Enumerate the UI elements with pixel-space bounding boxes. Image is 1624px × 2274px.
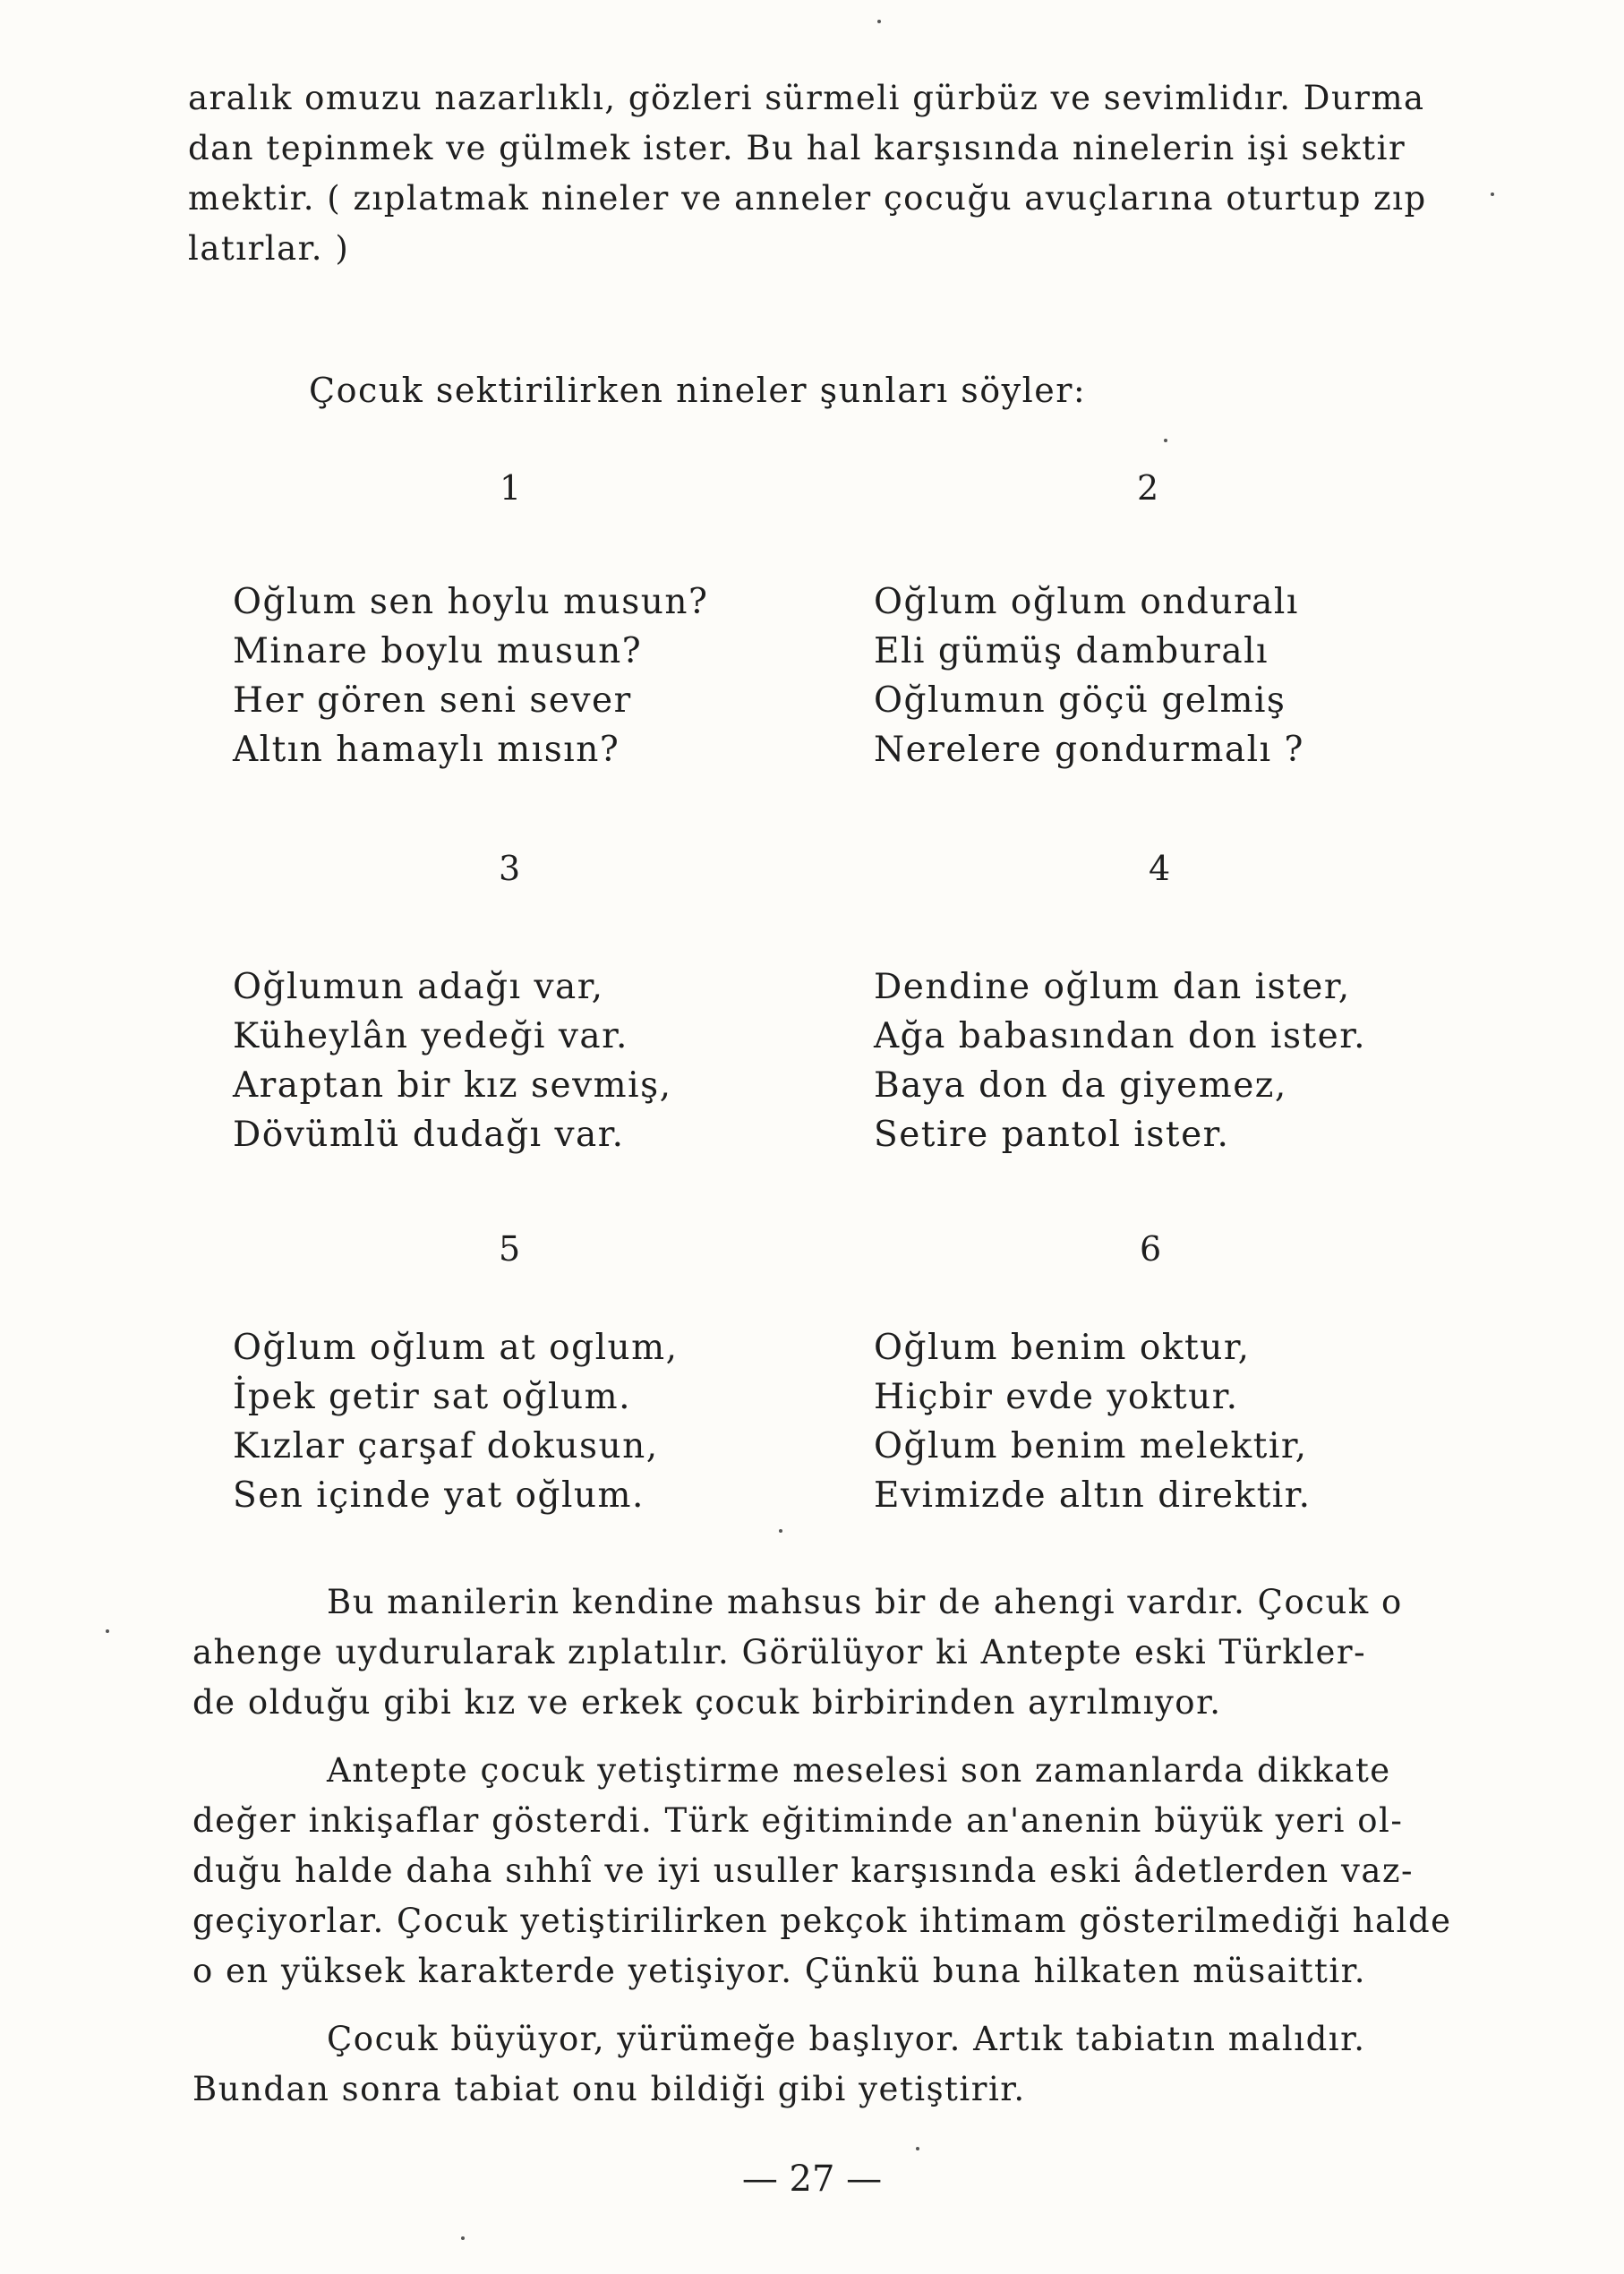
text-line: Bu manilerin kendine mahsus bir de ahengi vardır. Çocuk o xyxy=(327,1583,1403,1621)
verse-line: Eli gümüş damburalı xyxy=(874,631,1269,671)
stanza-1 xyxy=(233,577,708,774)
text-line: ahenge uydurularak zıplatılır. Görülüyor ki Antepte eski Türkler- xyxy=(192,1633,1367,1671)
scan-speck xyxy=(1491,192,1494,196)
verse-line: Nerelere gondurmalı ? xyxy=(874,730,1304,770)
scan-speck xyxy=(877,20,881,23)
scan-speck xyxy=(461,2236,465,2240)
verse-line: Setire pantol ister. xyxy=(874,1115,1230,1155)
verse-line: Minare boylu musun? xyxy=(233,631,643,671)
stanza-4 xyxy=(874,962,1366,1159)
verse-line: Küheylân yedeği var. xyxy=(233,1016,628,1056)
verse-line: Evimizde altın direktir. xyxy=(874,1475,1312,1516)
verse-line: Oğlum benim oktur, xyxy=(874,1328,1251,1368)
text-line: Antepte çocuk yetiştirme meselesi son zamanlarda dikkate xyxy=(327,1751,1391,1790)
text-line: değer inkişaflar gösterdi. Türk eğitiminde an'anenin büyük yeri ol- xyxy=(192,1801,1404,1840)
stanza-number: 4 xyxy=(1149,849,1171,888)
verse-line: Dendine oğlum dan ister, xyxy=(874,967,1351,1007)
stanza-2 xyxy=(874,577,1304,774)
verse-line: Sen içinde yat oğlum. xyxy=(233,1475,645,1516)
intro-paragraph xyxy=(188,73,1427,274)
verse-line: Kızlar çarşaf dokusun, xyxy=(233,1426,659,1466)
verse-line: İpek getir sat oğlum. xyxy=(233,1377,631,1417)
text-line: dan tepinmek ve gülmek ister. Bu hal karşısında ninelerin işi sektir xyxy=(188,129,1406,167)
verse-line: Oğlum benim melektir, xyxy=(874,1426,1308,1466)
stanza-number: 1 xyxy=(500,468,522,508)
verse-line: Hiçbir evde yoktur. xyxy=(874,1377,1239,1417)
verse-line: Oğlum oğlum at oglum, xyxy=(233,1328,679,1368)
text-line: aralık omuzu nazarlıklı, gözleri sürmeli gürbüz ve sevimlidır. Durma xyxy=(188,79,1425,117)
verse-line: Oğlum sen hoylu musun? xyxy=(233,582,709,622)
scan-speck xyxy=(916,2147,919,2150)
stanza-number: 6 xyxy=(1140,1229,1162,1269)
verse-line: Oğlumun adağı var, xyxy=(233,967,604,1007)
stanza-6 xyxy=(874,1323,1312,1520)
scan-speck xyxy=(1164,439,1167,442)
text-line: geçiyorlar. Çocuk yetiştirilirken pekçok ihtimam gösterilmediği halde xyxy=(192,1902,1452,1940)
verse-line: Oğlum oğlum onduralı xyxy=(874,582,1299,622)
body-paragraph-2 xyxy=(192,1746,1452,1996)
stanza-number: 5 xyxy=(499,1229,521,1269)
text-line: Çocuk büyüyor, yürümeğe başlıyor. Artık tabiatın malıdır. xyxy=(327,2020,1366,2058)
verse-line: Altın hamaylı mısın? xyxy=(233,730,620,770)
text-line: Bundan sonra tabiat onu bildiği gibi yetiştirir. xyxy=(192,2070,1026,2108)
verse-line: Araptan bir kız sevmiş, xyxy=(233,1065,672,1106)
verse-line: Her gören seni sever xyxy=(233,680,632,721)
page-number: — 27 — xyxy=(741,2159,883,2200)
text-line: de olduğu gibi kız ve erkek çocuk birbirinden ayrılmıyor. xyxy=(192,1683,1222,1722)
scan-speck xyxy=(779,1529,782,1533)
scan-speck xyxy=(106,1629,109,1633)
text-line: o en yüksek karakterde yetişiyor. Çünkü buna hilkaten müsaittir. xyxy=(192,1952,1367,1990)
stanza-number: 2 xyxy=(1137,468,1159,508)
body-paragraph-1 xyxy=(192,1577,1403,1728)
verse-line: Dövümlü dudağı var. xyxy=(233,1115,625,1155)
verse-line: Oğlumun göçü gelmiş xyxy=(874,680,1286,721)
text-line: duğu halde daha sıhhî ve iyi usuller karşısında eski âdetlerden vaz- xyxy=(192,1851,1414,1890)
stanza-3 xyxy=(233,962,671,1159)
verse-line: Baya don da giyemez, xyxy=(874,1065,1287,1106)
body-paragraph-3 xyxy=(192,2014,1366,2115)
text-line: mektir. ( zıplatmak nineler ve anneler çocuğu avuçlarına oturtup zıp xyxy=(188,179,1427,218)
verse-line: Ağa babasından don ister. xyxy=(874,1016,1367,1056)
text-line: latırlar. ) xyxy=(188,229,350,268)
lead-in-line: Çocuk sektirilirken nineler şunları söyler: xyxy=(309,371,1087,410)
stanza-5 xyxy=(233,1323,679,1520)
stanza-number: 3 xyxy=(499,849,521,888)
